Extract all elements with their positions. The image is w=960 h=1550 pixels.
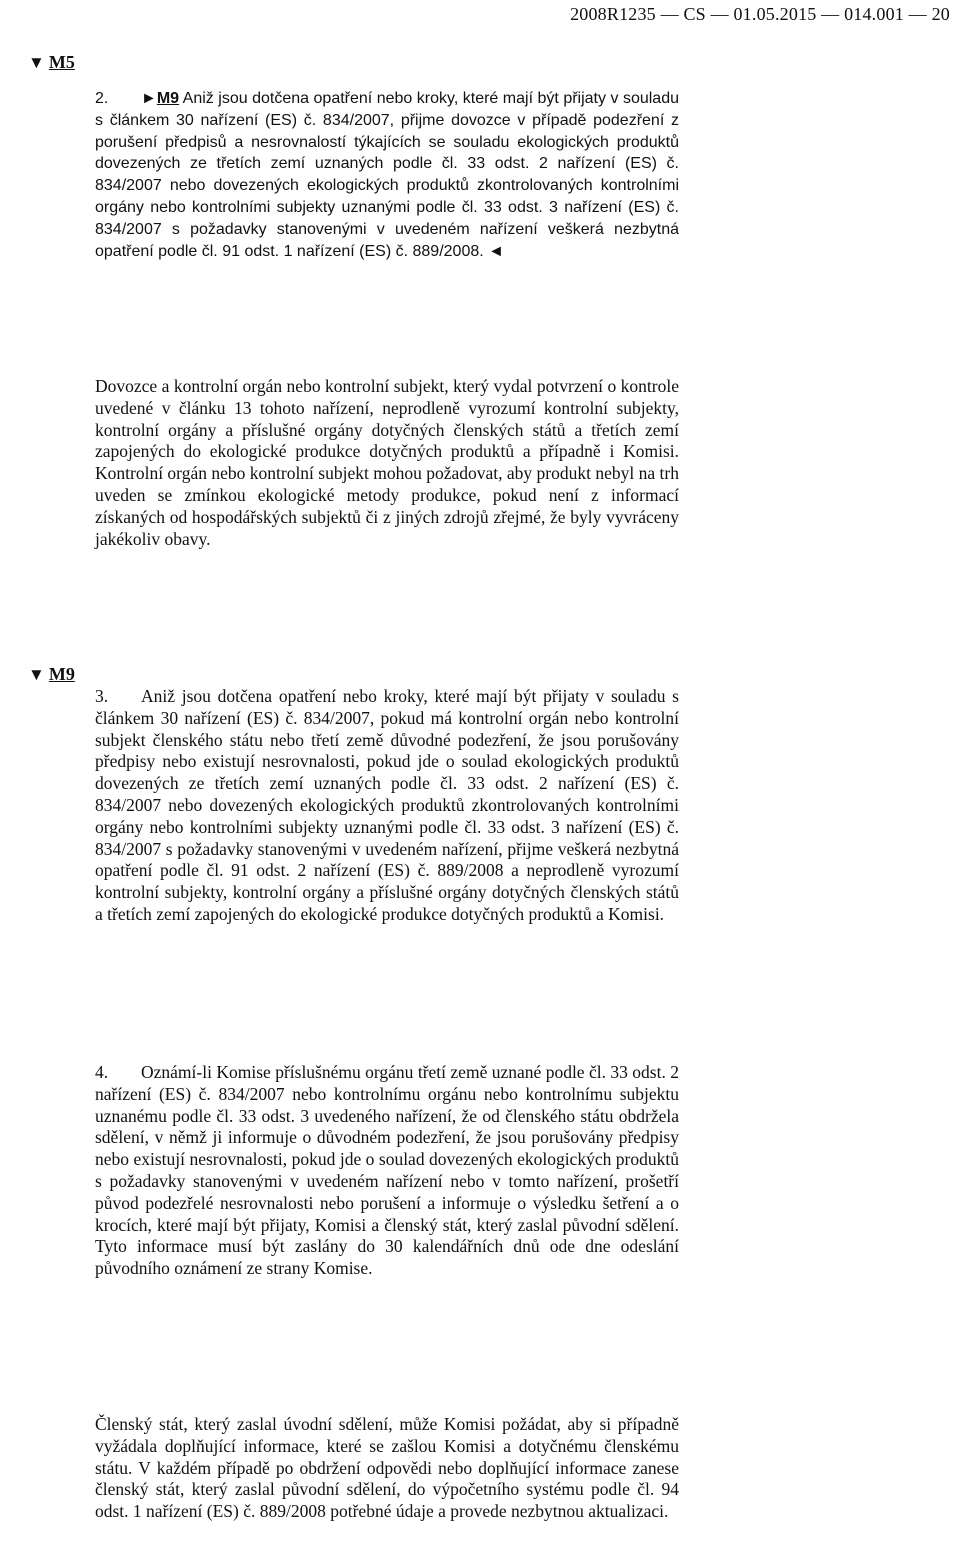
paragraph-number: 2. xyxy=(95,90,109,107)
amendment-start-marker xyxy=(141,90,179,107)
paragraph-text: Oznámí-li Komise příslušnému orgánu třetí země uznané podle čl. 33 odst. 2 nařízení (ES) č. 834/2007 nebo kontrolnímu orgánu nebo kontrolnímu subjektu uznanému podle čl. 33 odst. 3 uvedeného nařízení, že od členského státu obdržela sdělení, v němž ji informuje o důvodném podezření, že jsou porušovány předpisy nebo existují nesrovnalosti, pokud jde o soulad dovezených ekologických produktů s požadavky stanovenými v uvedeném nařízení nebo v tomto nařízení, prošetří původ podezřelé nesrovnalosti nebo porušení a informuje o výsledku šetření a o krocích, které mají být přijaty, Komisi a členský stát, který zaslal původní sdělení. Tyto informace musí být zaslány do 30 kalendářních dnů ode dne odeslání původního oznámení ze strany Komise. xyxy=(95,1062,679,1279)
paragraph-number: 4. xyxy=(95,1062,109,1082)
amendment-code: M9 xyxy=(48,664,75,684)
amendment-marker-m5 xyxy=(28,52,75,73)
paragraph-number: 3. xyxy=(95,686,109,706)
triangle-down-icon: ▼ xyxy=(28,52,45,72)
amendment-code: M5 xyxy=(48,52,75,72)
paragraph-importer-notice: Dovozce a kontrolní orgán nebo kontrolní subjekt, který vydal potvrzení o kontrole uvedené v článku 13 tohoto nařízení, neprodleně vyrozumí kontrolní subjekty, kontrolní orgány a příslušné orgány dotyčných členských států a třetích zemí zapojených do ekologické produkce dotyčných produktů a případně i Komisi. Kontrolní orgán nebo kontrolní subjekt mohou požadovat, aby produkt nebyl na trh uveden se zmínkou ekologické metody produkce, pokud není z informací získaných od hospodářských subjektů či z jiných zdrojů zřejmé, že byly vyvráceny jakékoliv obavy. xyxy=(95,376,679,549)
paragraph-3 xyxy=(95,686,679,926)
paragraph-text: Aniž jsou dotčena opatření nebo kroky, které mají být přijaty v souladu s článkem 30 nařízení (ES) č. 834/2007, přijme dovozce v případě podezření z porušení předpisů a nesrovnalostí týkajících se souladu ekologických produktů dovezených ze třetích zemí uznaných podle čl. 33 odst. 2 nařízení (ES) č. 834/2007 nebo dovezených ekologických produktů zkontrolovaných kontrolními orgány nebo kontrolními subjekty uznanými podle čl. 33 odst. 3 nařízení (ES) č. 834/2007 s požadavky stanovenými v uvedeném nařízení veškerá nezbytná opatření podle čl. 91 odst. 1 nařízení (ES) č. 889/2008. xyxy=(95,90,679,260)
paragraph-text: Aniž jsou dotčena opatření nebo kroky, které mají být přijaty v souladu s článkem 30 nařízení (ES) č. 834/2007, pokud má kontrolní orgán nebo kontrolní subjekt členského státu nebo třetí země důvodné podezření, že jsou porušovány předpisy nebo existují nesrovnalosti, pokud jde o soulad ekologických produktů dovezených ze třetích zemí uznaných podle čl. 33 odst. 2 nařízení (ES) č. 834/2007 nebo dovezených ekologických produktů zkontrolovaných kontrolními orgány nebo kontrolními subjekty uznanými podle čl. 33 odst. 3 nařízení (ES) č. 834/2007 s požadavky stanovenými v uvedeném nařízení, přijme veškerá nezbytná opatření podle čl. 91 odst. 2 nařízení (ES) č. 889/2008 a neprodleně vyrozumí kontrolní subjekty, kontrolní orgány a příslušné orgány dotyčných členských států a třetích zemí zapojených do ekologické produkce dotyčných produktů a Komisi. xyxy=(95,686,679,924)
amendment-marker-m9 xyxy=(28,664,75,685)
paragraph-4 xyxy=(95,1062,679,1280)
arrow-left-icon: ◄ xyxy=(488,242,504,260)
document-header: 2008R1235 — CS — 01.05.2015 — 014.001 — 20 xyxy=(570,4,950,24)
amendment-code: M9 xyxy=(156,90,180,107)
arrow-right-icon: ► xyxy=(141,90,157,107)
paragraph-2 xyxy=(95,88,679,262)
triangle-down-icon: ▼ xyxy=(28,664,45,684)
paragraph-member-state: Členský stát, který zaslal úvodní sdělení, může Komisi požádat, aby si případně vyžádala doplňující informace, které se zašlou Komisi a dotyčnému členskému státu. V každém případě po obdržení odpovědi nebo doplňující informace zanese členský stát, který zaslal původní sdělení, do výpočetního systému podle čl. 94 odst. 1 nařízení (ES) č. 889/2008 potřebné údaje a provede nezbytnou aktualizaci. xyxy=(95,1414,679,1522)
